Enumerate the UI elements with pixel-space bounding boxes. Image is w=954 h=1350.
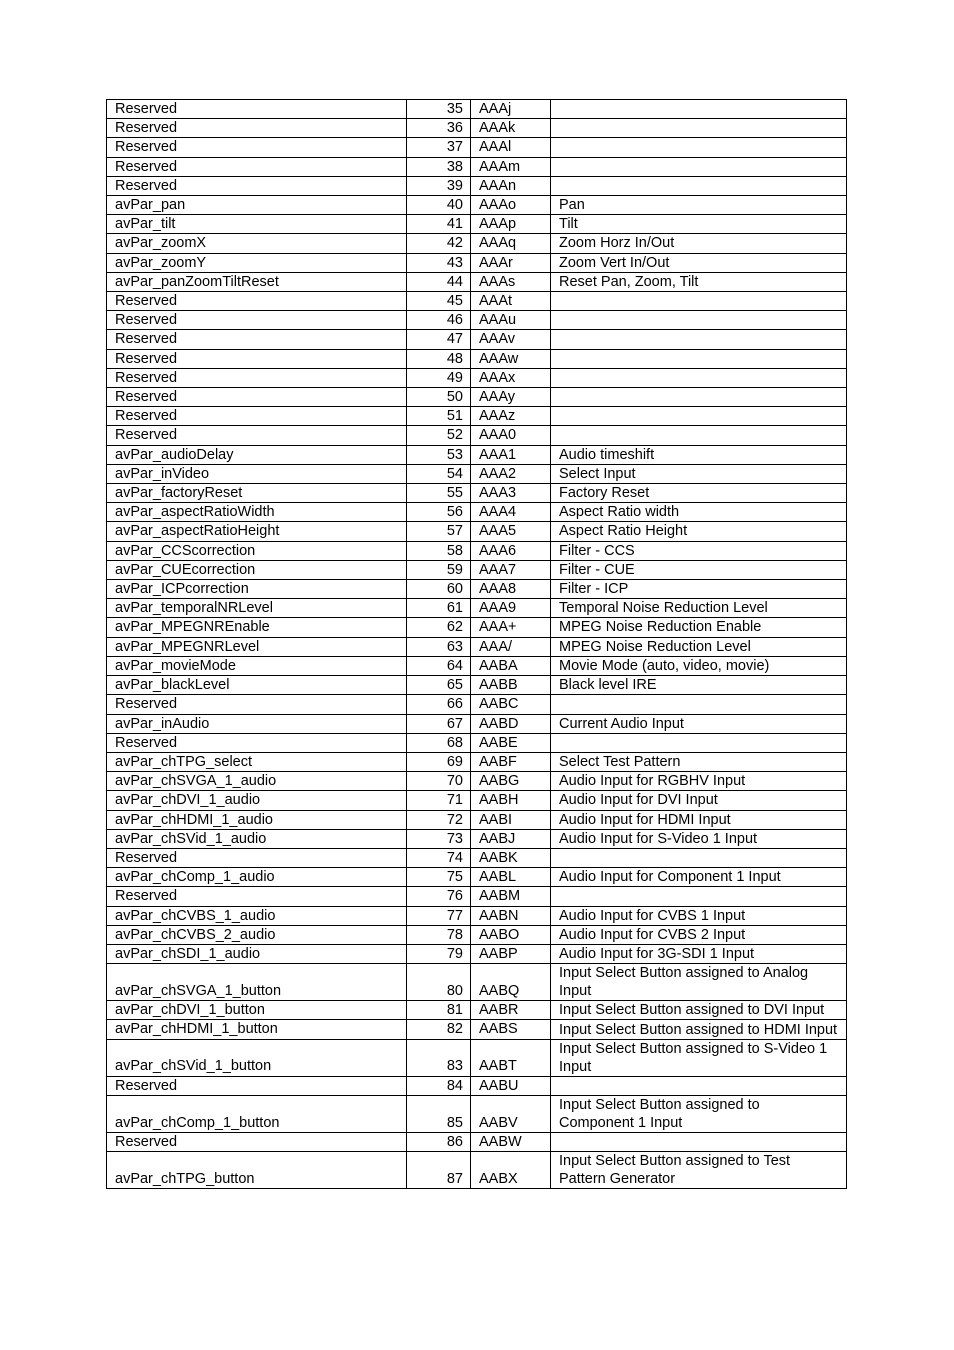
param-name-cell: Reserved — [107, 330, 407, 349]
param-description-cell: Audio Input for RGBHV Input — [551, 772, 847, 791]
param-description-cell — [551, 138, 847, 157]
table-row — [107, 772, 847, 791]
param-name-cell: Reserved — [107, 157, 407, 176]
param-number-cell: 47 — [407, 330, 471, 349]
param-code-cell: AAA+ — [471, 618, 551, 637]
param-code-cell: AAA7 — [471, 560, 551, 579]
param-number-cell: 83 — [407, 1039, 471, 1076]
param-code-cell: AAA3 — [471, 484, 551, 503]
table-row — [107, 503, 847, 522]
param-number-cell: 49 — [407, 368, 471, 387]
param-description-cell — [551, 1132, 847, 1151]
param-name-cell: avPar_chSVGA_1_button — [107, 964, 407, 1001]
param-number-cell: 53 — [407, 445, 471, 464]
param-description-cell: Audio Input for Component 1 Input — [551, 868, 847, 887]
table-row — [107, 829, 847, 848]
param-name-cell: avPar_movieMode — [107, 656, 407, 675]
param-name-cell: avPar_ICPcorrection — [107, 580, 407, 599]
param-code-cell: AAAs — [471, 272, 551, 291]
param-code-cell: AAAo — [471, 196, 551, 215]
table-row — [107, 272, 847, 291]
param-name-cell: avPar_MPEGNREnable — [107, 618, 407, 637]
param-code-cell: AAAy — [471, 388, 551, 407]
param-description-cell: Audio Input for 3G-SDI 1 Input — [551, 944, 847, 963]
table-row — [107, 1039, 847, 1076]
param-name-cell: Reserved — [107, 887, 407, 906]
param-description-cell: Input Select Button assigned to Analog Input — [551, 964, 847, 1001]
param-code-cell: AABN — [471, 906, 551, 925]
param-number-cell: 38 — [407, 157, 471, 176]
param-code-cell: AABO — [471, 925, 551, 944]
param-number-cell: 48 — [407, 349, 471, 368]
param-code-cell: AABX — [471, 1151, 551, 1188]
param-name-cell: Reserved — [107, 311, 407, 330]
table-row — [107, 810, 847, 829]
param-code-cell: AAAw — [471, 349, 551, 368]
param-number-cell: 80 — [407, 964, 471, 1001]
param-code-cell: AABJ — [471, 829, 551, 848]
table-row — [107, 791, 847, 810]
param-number-cell: 79 — [407, 944, 471, 963]
table-row — [107, 1151, 847, 1188]
param-code-cell: AAAq — [471, 234, 551, 253]
param-description-cell: MPEG Noise Reduction Enable — [551, 618, 847, 637]
param-code-cell: AAA2 — [471, 464, 551, 483]
param-description-cell — [551, 695, 847, 714]
table-row — [107, 887, 847, 906]
param-name-cell: Reserved — [107, 733, 407, 752]
param-code-cell: AABG — [471, 772, 551, 791]
param-code-cell: AAAl — [471, 138, 551, 157]
param-number-cell: 61 — [407, 599, 471, 618]
table-row — [107, 906, 847, 925]
table-row — [107, 215, 847, 234]
param-code-cell: AABT — [471, 1039, 551, 1076]
param-description-cell — [551, 349, 847, 368]
param-name-cell: avPar_chSVid_1_button — [107, 1039, 407, 1076]
param-description-cell — [551, 292, 847, 311]
param-description-cell: Zoom Horz In/Out — [551, 234, 847, 253]
param-code-cell: AAAm — [471, 157, 551, 176]
table-row — [107, 311, 847, 330]
table-row — [107, 100, 847, 119]
param-name-cell: avPar_chHDMI_1_audio — [107, 810, 407, 829]
param-name-cell: avPar_chComp_1_button — [107, 1095, 407, 1132]
param-code-cell: AABM — [471, 887, 551, 906]
param-name-cell: avPar_chCVBS_1_audio — [107, 906, 407, 925]
param-name-cell: Reserved — [107, 695, 407, 714]
param-name-cell: avPar_panZoomTiltReset — [107, 272, 407, 291]
param-description-cell: Input Select Button assigned to Component 1 Input — [551, 1095, 847, 1132]
param-code-cell: AAA6 — [471, 541, 551, 560]
table-row — [107, 541, 847, 560]
table-row — [107, 1020, 847, 1039]
param-code-cell: AABI — [471, 810, 551, 829]
param-description-cell: Movie Mode (auto, video, movie) — [551, 656, 847, 675]
param-name-cell: avPar_tilt — [107, 215, 407, 234]
table-row — [107, 426, 847, 445]
param-description-cell — [551, 100, 847, 119]
table-row — [107, 964, 847, 1001]
param-name-cell: avPar_chSDI_1_audio — [107, 944, 407, 963]
table-row — [107, 1095, 847, 1132]
table-row — [107, 464, 847, 483]
param-description-cell: Filter - CCS — [551, 541, 847, 560]
param-description-cell: Zoom Vert In/Out — [551, 253, 847, 272]
param-number-cell: 58 — [407, 541, 471, 560]
table-row — [107, 656, 847, 675]
param-code-cell: AAAv — [471, 330, 551, 349]
table-row — [107, 234, 847, 253]
param-description-cell — [551, 407, 847, 426]
param-description-cell: Select Input — [551, 464, 847, 483]
table-row — [107, 1001, 847, 1020]
param-code-cell: AABF — [471, 752, 551, 771]
param-description-cell: Aspect Ratio width — [551, 503, 847, 522]
param-code-cell: AABE — [471, 733, 551, 752]
table-row — [107, 868, 847, 887]
table-row — [107, 349, 847, 368]
param-description-cell: Input Select Button assigned to Test Pattern Generator — [551, 1151, 847, 1188]
table-row — [107, 637, 847, 656]
param-number-cell: 35 — [407, 100, 471, 119]
param-number-cell: 36 — [407, 119, 471, 138]
table-row — [107, 176, 847, 195]
table-row — [107, 157, 847, 176]
table-row — [107, 138, 847, 157]
table-row — [107, 580, 847, 599]
param-name-cell: Reserved — [107, 1132, 407, 1151]
param-description-cell — [551, 119, 847, 138]
table-row — [107, 848, 847, 867]
param-description-cell: Aspect Ratio Height — [551, 522, 847, 541]
param-description-cell: Input Select Button assigned to S-Video 1 Input — [551, 1039, 847, 1076]
param-number-cell: 70 — [407, 772, 471, 791]
param-number-cell: 74 — [407, 848, 471, 867]
param-code-cell: AAA0 — [471, 426, 551, 445]
param-number-cell: 71 — [407, 791, 471, 810]
table-row — [107, 388, 847, 407]
param-code-cell: AAA1 — [471, 445, 551, 464]
table-row — [107, 944, 847, 963]
param-name-cell: avPar_inAudio — [107, 714, 407, 733]
param-name-cell: avPar_aspectRatioWidth — [107, 503, 407, 522]
param-code-cell: AABC — [471, 695, 551, 714]
param-name-cell: avPar_chCVBS_2_audio — [107, 925, 407, 944]
param-description-cell: Filter - CUE — [551, 560, 847, 579]
param-number-cell: 41 — [407, 215, 471, 234]
table-row — [107, 714, 847, 733]
param-number-cell: 64 — [407, 656, 471, 675]
param-name-cell: avPar_aspectRatioHeight — [107, 522, 407, 541]
param-code-cell: AAA4 — [471, 503, 551, 522]
param-name-cell: avPar_factoryReset — [107, 484, 407, 503]
param-number-cell: 73 — [407, 829, 471, 848]
param-number-cell: 60 — [407, 580, 471, 599]
param-number-cell: 65 — [407, 676, 471, 695]
param-number-cell: 87 — [407, 1151, 471, 1188]
param-description-cell: Audio Input for CVBS 1 Input — [551, 906, 847, 925]
param-name-cell: avPar_temporalNRLevel — [107, 599, 407, 618]
param-description-cell: Select Test Pattern — [551, 752, 847, 771]
param-number-cell: 62 — [407, 618, 471, 637]
param-number-cell: 86 — [407, 1132, 471, 1151]
param-name-cell: Reserved — [107, 1076, 407, 1095]
param-description-cell — [551, 733, 847, 752]
param-code-cell: AABH — [471, 791, 551, 810]
param-description-cell: Audio timeshift — [551, 445, 847, 464]
param-description-cell: Input Select Button assigned to DVI Input — [551, 1001, 847, 1020]
param-code-cell: AAAz — [471, 407, 551, 426]
param-name-cell: avPar_chTPG_select — [107, 752, 407, 771]
param-number-cell: 39 — [407, 176, 471, 195]
param-name-cell: avPar_pan — [107, 196, 407, 215]
param-number-cell: 55 — [407, 484, 471, 503]
parameter-table — [106, 99, 847, 1189]
table-row — [107, 484, 847, 503]
param-description-cell — [551, 426, 847, 445]
param-name-cell: avPar_CUEcorrection — [107, 560, 407, 579]
param-name-cell: Reserved — [107, 848, 407, 867]
param-description-cell — [551, 176, 847, 195]
param-code-cell: AABV — [471, 1095, 551, 1132]
param-name-cell: avPar_chSVid_1_audio — [107, 829, 407, 848]
param-number-cell: 43 — [407, 253, 471, 272]
param-name-cell: avPar_zoomX — [107, 234, 407, 253]
param-description-cell: Audio Input for HDMI Input — [551, 810, 847, 829]
table-row — [107, 196, 847, 215]
param-code-cell: AAAp — [471, 215, 551, 234]
table-row — [107, 292, 847, 311]
param-number-cell: 40 — [407, 196, 471, 215]
param-code-cell: AABB — [471, 676, 551, 695]
param-name-cell: avPar_MPEGNRLevel — [107, 637, 407, 656]
table-row — [107, 330, 847, 349]
param-code-cell: AABS — [471, 1020, 551, 1039]
param-number-cell: 46 — [407, 311, 471, 330]
param-description-cell — [551, 1076, 847, 1095]
table-row — [107, 618, 847, 637]
param-number-cell: 66 — [407, 695, 471, 714]
param-number-cell: 56 — [407, 503, 471, 522]
param-code-cell: AAAj — [471, 100, 551, 119]
param-description-cell: Filter - ICP — [551, 580, 847, 599]
param-number-cell: 44 — [407, 272, 471, 291]
param-name-cell: avPar_zoomY — [107, 253, 407, 272]
param-code-cell: AABA — [471, 656, 551, 675]
param-name-cell: avPar_chDVI_1_button — [107, 1001, 407, 1020]
param-code-cell: AABP — [471, 944, 551, 963]
param-name-cell: avPar_chComp_1_audio — [107, 868, 407, 887]
param-description-cell: Audio Input for CVBS 2 Input — [551, 925, 847, 944]
param-number-cell: 69 — [407, 752, 471, 771]
param-description-cell — [551, 368, 847, 387]
param-name-cell: Reserved — [107, 119, 407, 138]
table-row — [107, 407, 847, 426]
param-number-cell: 82 — [407, 1020, 471, 1039]
param-name-cell: Reserved — [107, 407, 407, 426]
param-description-cell: Tilt — [551, 215, 847, 234]
param-name-cell: Reserved — [107, 368, 407, 387]
param-number-cell: 50 — [407, 388, 471, 407]
param-code-cell: AAAt — [471, 292, 551, 311]
table-row — [107, 368, 847, 387]
param-code-cell: AABW — [471, 1132, 551, 1151]
param-number-cell: 76 — [407, 887, 471, 906]
parameter-table-body — [107, 100, 847, 1189]
param-number-cell: 81 — [407, 1001, 471, 1020]
param-code-cell: AABR — [471, 1001, 551, 1020]
param-description-cell: Pan — [551, 196, 847, 215]
table-row — [107, 733, 847, 752]
param-number-cell: 67 — [407, 714, 471, 733]
param-description-cell: Temporal Noise Reduction Level — [551, 599, 847, 618]
param-name-cell: Reserved — [107, 426, 407, 445]
table-row — [107, 676, 847, 695]
param-code-cell: AAA5 — [471, 522, 551, 541]
param-code-cell: AAA/ — [471, 637, 551, 656]
param-code-cell: AAAu — [471, 311, 551, 330]
param-name-cell: avPar_chTPG_button — [107, 1151, 407, 1188]
param-number-cell: 45 — [407, 292, 471, 311]
param-number-cell: 85 — [407, 1095, 471, 1132]
param-description-cell: Input Select Button assigned to HDMI Input — [551, 1020, 847, 1039]
param-number-cell: 51 — [407, 407, 471, 426]
table-row — [107, 522, 847, 541]
param-code-cell: AABQ — [471, 964, 551, 1001]
param-code-cell: AAAn — [471, 176, 551, 195]
table-row — [107, 445, 847, 464]
table-row — [107, 1132, 847, 1151]
param-description-cell: Audio Input for DVI Input — [551, 791, 847, 810]
param-number-cell: 54 — [407, 464, 471, 483]
param-code-cell: AAAx — [471, 368, 551, 387]
param-number-cell: 37 — [407, 138, 471, 157]
param-description-cell: MPEG Noise Reduction Level — [551, 637, 847, 656]
param-name-cell: Reserved — [107, 176, 407, 195]
param-code-cell: AAA9 — [471, 599, 551, 618]
param-name-cell: Reserved — [107, 138, 407, 157]
param-name-cell: avPar_CCScorrection — [107, 541, 407, 560]
param-description-cell — [551, 887, 847, 906]
param-code-cell: AABD — [471, 714, 551, 733]
param-name-cell: avPar_blackLevel — [107, 676, 407, 695]
table-row — [107, 119, 847, 138]
param-name-cell: Reserved — [107, 292, 407, 311]
param-description-cell — [551, 388, 847, 407]
param-name-cell: Reserved — [107, 388, 407, 407]
param-number-cell: 63 — [407, 637, 471, 656]
param-code-cell: AAAk — [471, 119, 551, 138]
table-row — [107, 925, 847, 944]
param-description-cell: Black level IRE — [551, 676, 847, 695]
table-row — [107, 1076, 847, 1095]
param-description-cell: Current Audio Input — [551, 714, 847, 733]
table-row — [107, 599, 847, 618]
param-name-cell: avPar_chDVI_1_audio — [107, 791, 407, 810]
param-name-cell: avPar_audioDelay — [107, 445, 407, 464]
param-number-cell: 78 — [407, 925, 471, 944]
param-number-cell: 75 — [407, 868, 471, 887]
table-row — [107, 752, 847, 771]
param-code-cell: AABL — [471, 868, 551, 887]
param-code-cell: AAAr — [471, 253, 551, 272]
param-name-cell: avPar_chSVGA_1_audio — [107, 772, 407, 791]
table-row — [107, 695, 847, 714]
table-row — [107, 560, 847, 579]
param-description-cell: Reset Pan, Zoom, Tilt — [551, 272, 847, 291]
param-name-cell: avPar_chHDMI_1_button — [107, 1020, 407, 1039]
param-description-cell — [551, 848, 847, 867]
param-name-cell: Reserved — [107, 349, 407, 368]
param-description-cell: Audio Input for S-Video 1 Input — [551, 829, 847, 848]
param-number-cell: 59 — [407, 560, 471, 579]
param-description-cell: Factory Reset — [551, 484, 847, 503]
param-code-cell: AAA8 — [471, 580, 551, 599]
param-description-cell — [551, 311, 847, 330]
param-number-cell: 57 — [407, 522, 471, 541]
param-name-cell: avPar_inVideo — [107, 464, 407, 483]
param-description-cell — [551, 157, 847, 176]
param-number-cell: 42 — [407, 234, 471, 253]
param-number-cell: 68 — [407, 733, 471, 752]
param-number-cell: 72 — [407, 810, 471, 829]
param-description-cell — [551, 330, 847, 349]
param-code-cell: AABK — [471, 848, 551, 867]
table-row — [107, 253, 847, 272]
param-name-cell: Reserved — [107, 100, 407, 119]
param-number-cell: 77 — [407, 906, 471, 925]
param-code-cell: AABU — [471, 1076, 551, 1095]
param-number-cell: 52 — [407, 426, 471, 445]
param-number-cell: 84 — [407, 1076, 471, 1095]
